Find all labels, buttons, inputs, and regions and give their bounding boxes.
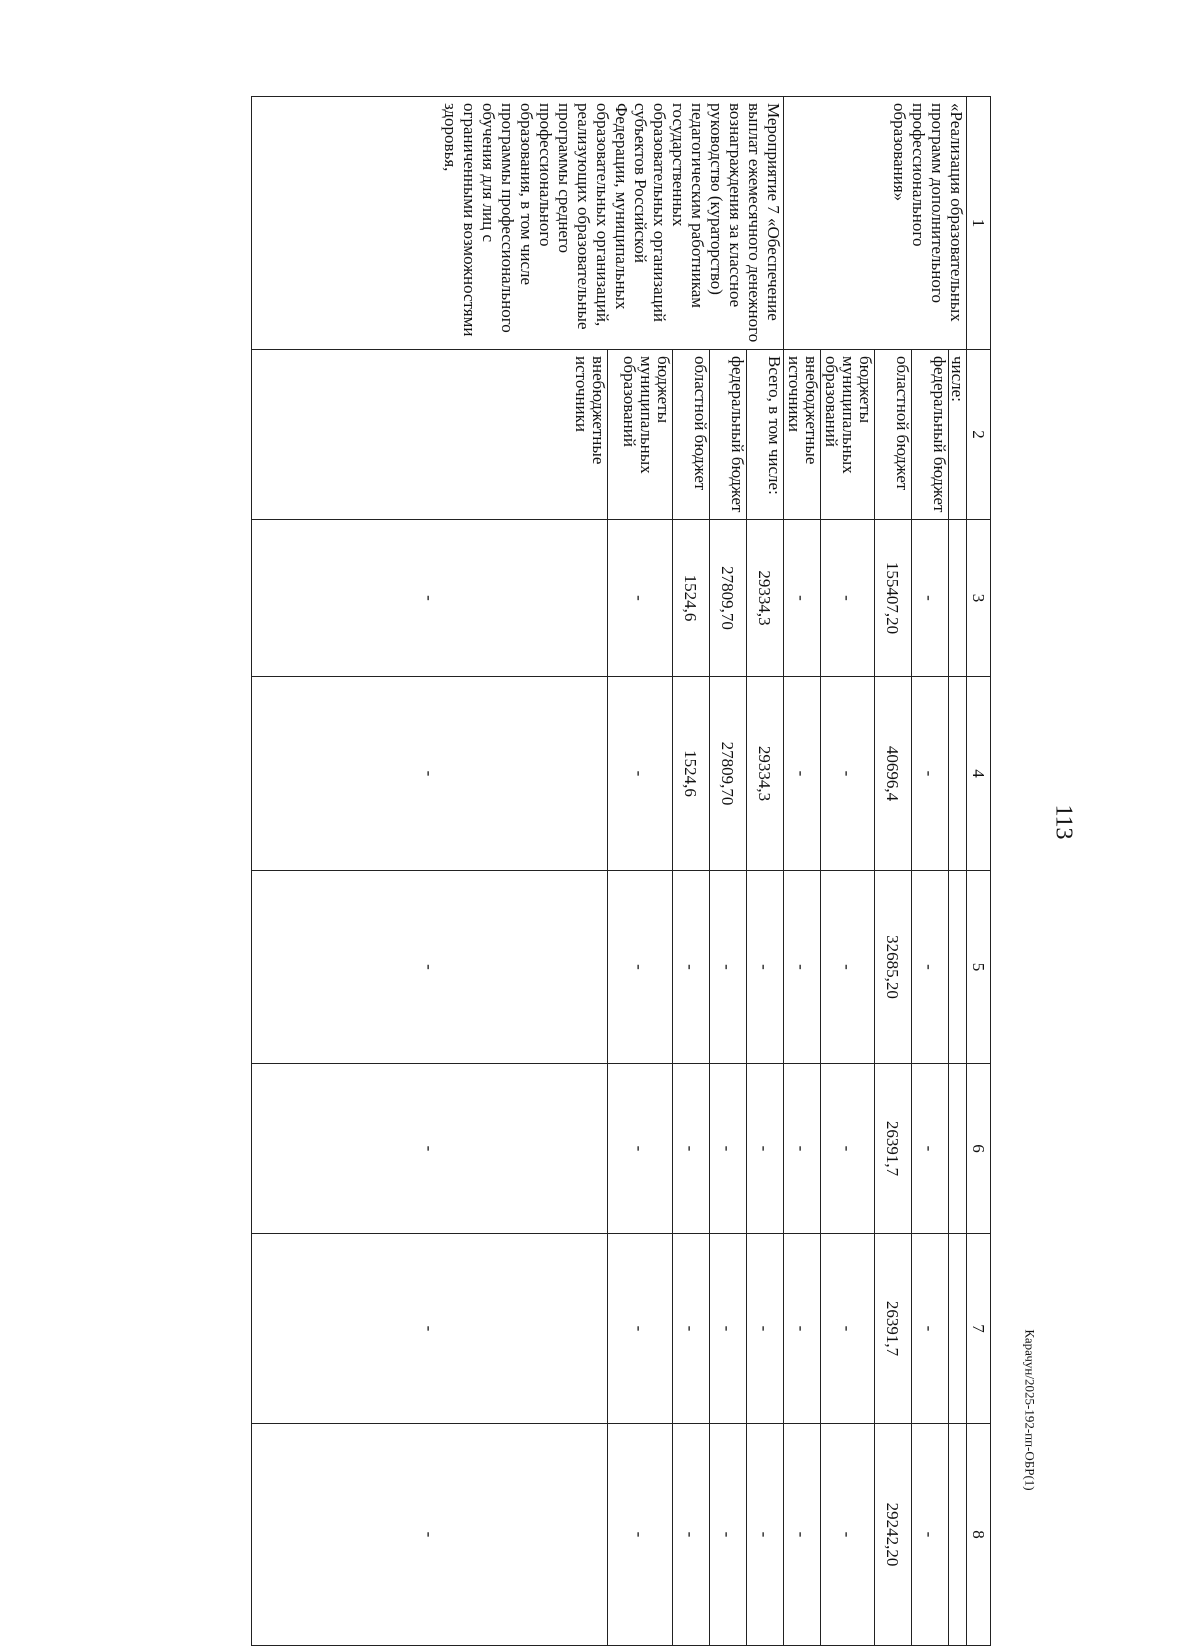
value-cell: - — [912, 520, 949, 677]
value-cell: - — [608, 1424, 673, 1646]
value-cell: - — [608, 1064, 673, 1234]
value-cell: - — [252, 871, 608, 1064]
value-cell: - — [710, 871, 747, 1064]
value-cell: - — [747, 1064, 784, 1234]
value-cell: 1524,6 — [673, 520, 710, 677]
value-cell: - — [673, 1424, 710, 1646]
value-cell: 29334,3 — [747, 520, 784, 677]
value-cell: 27809,70 — [710, 520, 747, 677]
value-cell: - — [608, 520, 673, 677]
value-cell: - — [912, 1064, 949, 1234]
value-cell: - — [821, 871, 875, 1064]
value-cell — [949, 1064, 967, 1234]
value-cell: - — [710, 1064, 747, 1234]
footer-document-code: Карачун/2025-192-пп-ОБР(1) — [1022, 1329, 1038, 1491]
funding-source-cell: Всего, в том числе: — [747, 350, 784, 520]
value-cell — [949, 1424, 967, 1646]
value-cell: - — [912, 1424, 949, 1646]
funding-source-cell: бюджеты муниципальных образований — [608, 350, 673, 520]
budget-table — [251, 96, 991, 1646]
value-cell: - — [912, 871, 949, 1064]
value-cell: - — [608, 1234, 673, 1424]
funding-source-cell: внебюджетные источники — [252, 350, 608, 520]
value-cell: 29242,20 — [875, 1424, 912, 1646]
measure-name-cell: «Реализация образовательных программ дополнительного профессионального образования» — [784, 97, 967, 350]
rotated-table-container — [99, 96, 991, 1645]
value-cell: - — [710, 1424, 747, 1646]
funding-source-cell: бюджеты муниципальных образований — [821, 350, 875, 520]
value-cell: - — [252, 1234, 608, 1424]
value-cell: - — [821, 520, 875, 677]
value-cell — [949, 677, 967, 871]
column-number-row — [967, 97, 991, 1646]
value-cell: 29334,3 — [747, 677, 784, 871]
value-cell: - — [252, 1064, 608, 1234]
value-cell: - — [608, 677, 673, 871]
funding-source-cell: федеральный бюджет — [710, 350, 747, 520]
value-cell — [949, 871, 967, 1064]
value-cell: - — [784, 1234, 821, 1424]
value-cell: - — [784, 1424, 821, 1646]
funding-source-cell: внебюджетные источники — [784, 350, 821, 520]
value-cell: - — [252, 677, 608, 871]
value-cell: - — [608, 871, 673, 1064]
value-cell — [949, 520, 967, 677]
value-cell: - — [710, 1234, 747, 1424]
column-number: 5 — [967, 871, 991, 1064]
column-number: 3 — [967, 520, 991, 677]
value-cell: - — [821, 1424, 875, 1646]
table-row — [949, 97, 967, 1646]
column-number: 2 — [967, 350, 991, 520]
value-cell: 26391,7 — [875, 1234, 912, 1424]
value-cell: - — [784, 871, 821, 1064]
value-cell: - — [912, 1234, 949, 1424]
value-cell: 26391,7 — [875, 1064, 912, 1234]
value-cell — [949, 1234, 967, 1424]
value-cell: - — [912, 677, 949, 871]
value-cell: 155407,20 — [875, 520, 912, 677]
value-cell: - — [747, 1424, 784, 1646]
value-cell: 1524,6 — [673, 677, 710, 871]
value-cell: - — [784, 677, 821, 871]
value-cell: 27809,70 — [710, 677, 747, 871]
column-number: 8 — [967, 1424, 991, 1646]
value-cell: - — [784, 1064, 821, 1234]
value-cell: - — [252, 520, 608, 677]
value-cell: - — [821, 1064, 875, 1234]
column-number: 4 — [967, 677, 991, 871]
table-row — [747, 97, 784, 1646]
value-cell: 40696,4 — [875, 677, 912, 871]
funding-source-cell: федеральный бюджет — [912, 350, 949, 520]
value-cell: - — [747, 871, 784, 1064]
column-number: 7 — [967, 1234, 991, 1424]
value-cell: - — [784, 520, 821, 677]
column-number: 1 — [967, 97, 991, 350]
funding-source-cell: областной бюджет — [875, 350, 912, 520]
page-number: 113 — [1050, 804, 1077, 840]
funding-source-cell: числе: — [949, 350, 967, 520]
value-cell: - — [673, 1234, 710, 1424]
value-cell: - — [821, 1234, 875, 1424]
measure-name-cell: Мероприятие 7 «Обеспечение выплат ежемесячного денежного вознаграждения за классное руководство (кураторство) педагогическим работникам государственных образовательных организаций субъектов Российской Федерации, муниципальных образовательных организаций, реализующих образовательные программы среднего профессионального образования, в том числе программы профессионального обучения для лиц с ограниченными возможностями здоровья, — [252, 97, 784, 350]
value-cell: - — [673, 1064, 710, 1234]
funding-source-cell: областной бюджет — [673, 350, 710, 520]
column-number: 6 — [967, 1064, 991, 1234]
value-cell: - — [821, 677, 875, 871]
value-cell: - — [673, 871, 710, 1064]
value-cell: - — [252, 1424, 608, 1646]
value-cell: 32685,20 — [875, 871, 912, 1064]
value-cell: - — [747, 1234, 784, 1424]
